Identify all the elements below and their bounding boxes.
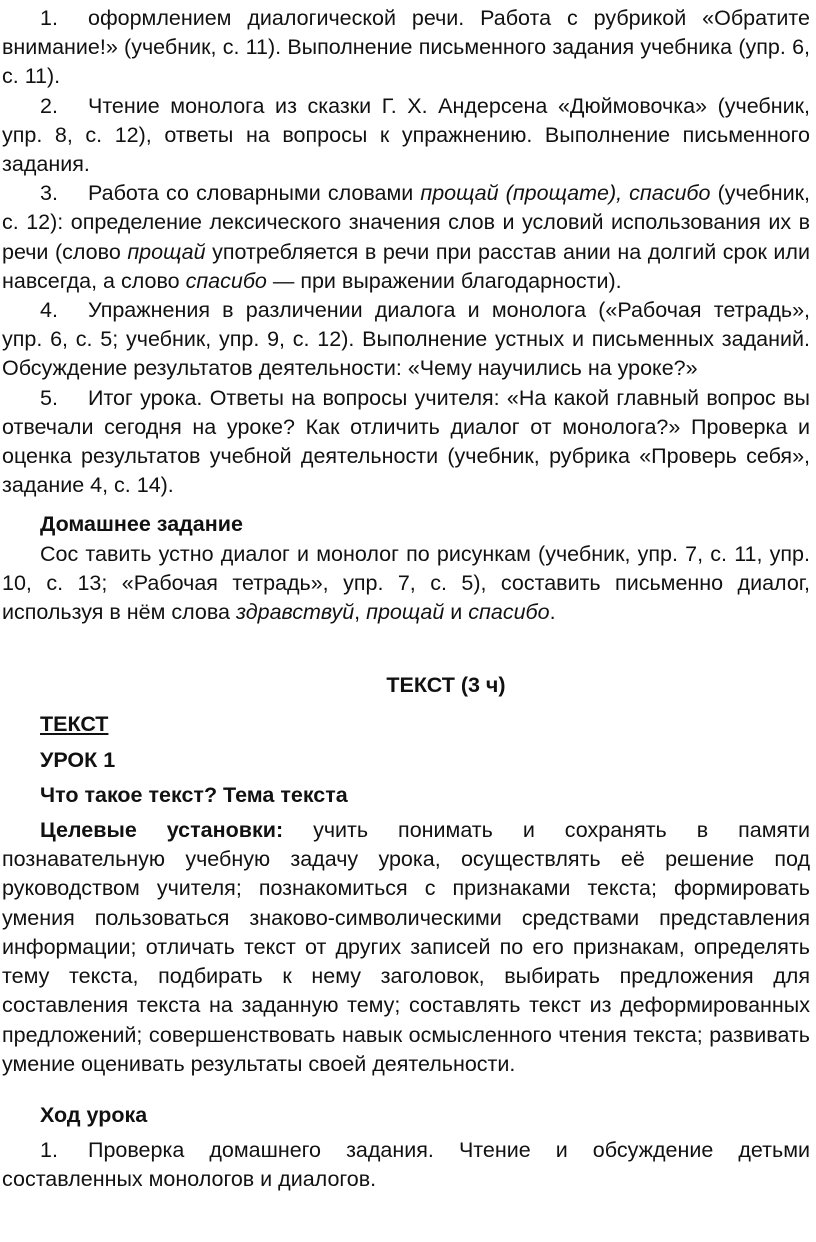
item-number: 4.: [40, 298, 58, 323]
word-italic: спасибо: [468, 600, 550, 625]
list-item: [2, 4, 810, 92]
goals-label: Целевые установки:: [40, 818, 284, 843]
homework-heading: Домашнее задание: [40, 512, 243, 537]
item-text: оформлением диалогической речи. Работа с рубрикой «Обратите внимание!» (учебник, с. 11). Выполнение письменного задания учебника (упр. 6, с. 11).: [2, 6, 810, 89]
separator: ,: [354, 600, 367, 625]
lesson-title: Что такое текст? Тема текста: [40, 782, 348, 807]
lesson-heading: УРОК 1: [40, 747, 116, 772]
item-number: 1.: [40, 1138, 58, 1163]
item-italic: прощай (прощате), спасибо: [420, 181, 711, 206]
course-heading: Ход урока: [40, 1102, 148, 1127]
item-number: 3.: [40, 181, 58, 206]
list-item: [2, 92, 810, 180]
separator: .: [549, 600, 556, 625]
word-italic: прощай: [366, 600, 445, 625]
homework-text: [2, 540, 810, 628]
homework-body: Сос тавить устно диалог и монолог по рисункам (учебник, упр. 7, с. 11, упр. 10, с. 13; «Рабочая тетрадь», упр. 7, с. 5), составить письменно диалог, используя в нём слова: [2, 541, 810, 625]
item-text: Чтение монолога из сказки Г. Х. Андерсена «Дюймовочка» (учебник, упр. 8, с. 12), ответы на вопросы к упражнению. Выполнение письменного задания.: [2, 93, 810, 177]
list-item: [2, 296, 810, 384]
item-text: Проверка домашнего задания. Чтение и обсуждение детьми составленных монологов и диалогов.: [2, 1138, 810, 1192]
item-text: Итог урока. Ответы на вопросы учителя: «На какой главный вопрос вы отвечали сегодня на уроке? Как отличить диалог от монолога?» Проверка и оценка результатов учебной деятельности (учебник, рубрика «Проверь себя», задание 4, с. 14).: [2, 385, 810, 498]
item-text: (учебник, с. 12): определение лексического значения слов и условий использования их в речи (слово: [2, 181, 810, 264]
item-text: — при выражении благодарности).: [266, 268, 622, 293]
section-title: ТЕКСТ (3 ч): [386, 673, 506, 698]
item-number: 5.: [40, 385, 58, 410]
word-italic: здравствуй: [235, 600, 355, 625]
item-number: 2.: [40, 93, 58, 118]
item-text: употребляется в речи при расстав ании на долгий срок или навсегда, а слово: [2, 239, 810, 293]
goals-text: учить понимать и сохранять в памяти познавательную учебную задачу урока, осуществлять её решение под руководством учителя; познакомиться с признаками текста; формировать умения пользоваться знаково-символическими средствами представления информации; отличать текст от других записей по его признакам, определять тему текста, подбирать к нему заголовок, выбирать предложения для составления текста на заданную тему; составлять текст из деформированных предложений; совершенствовать навык осмысленного чтения текста; развивать умение оценивать результаты своей деятельности.: [2, 818, 810, 1076]
item-italic: прощай: [127, 239, 206, 264]
list-item: [2, 384, 810, 501]
item-text: Работа со словарными словами: [88, 181, 421, 206]
topic-heading: ТЕКСТ: [40, 712, 109, 737]
separator: и: [444, 600, 469, 625]
goals-paragraph: [2, 816, 810, 1079]
item-italic: спасибо: [185, 268, 267, 293]
list-item: [2, 179, 810, 296]
item-text: Упражнения в различении диалога и монолога («Рабочая тетрадь», упр. 6, с. 5; учебник, упр. 9, с. 12). Выполнение устных и письменных заданий. Обсуждение результатов деятельности: «Чему научились на уроке?»: [2, 298, 810, 381]
item-number: 1.: [40, 6, 58, 30]
list-item: [2, 1136, 810, 1194]
